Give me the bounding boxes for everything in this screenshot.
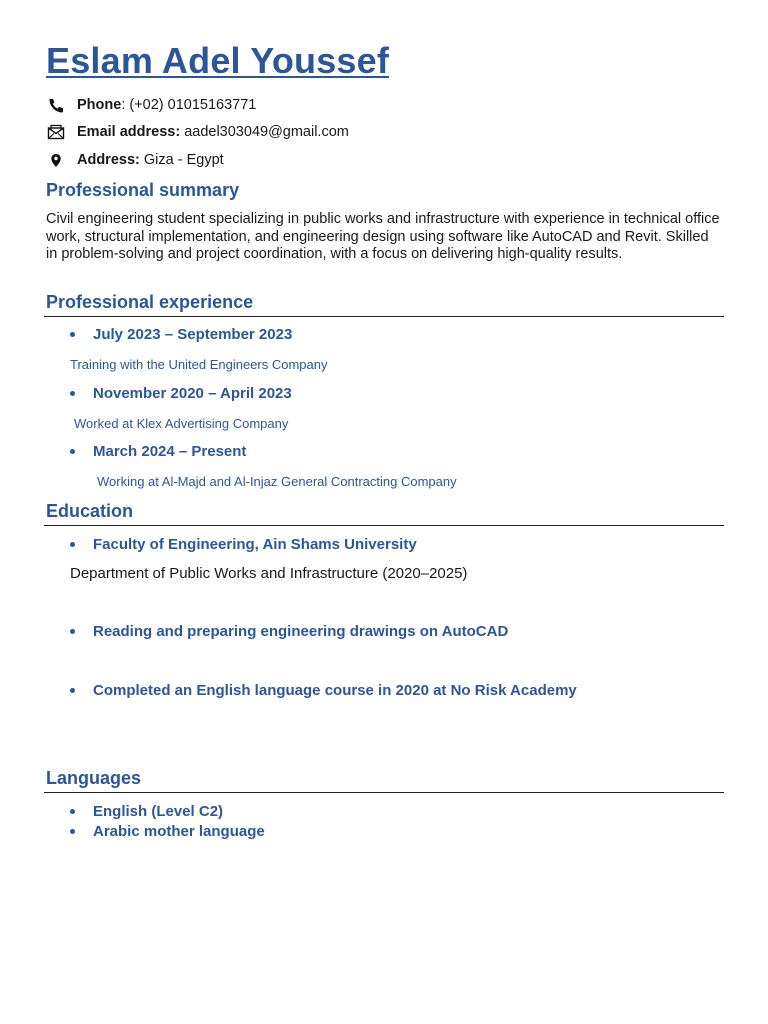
experience-item-period <box>70 443 246 460</box>
address-value: Giza - Egypt <box>143 152 224 168</box>
experience-item-description: Training with the United Engineers Company <box>70 357 328 372</box>
candidate-name: Eslam Adel Youssef <box>46 40 390 81</box>
contact-phone <box>46 97 256 113</box>
education-item-text: Completed an English language course in 2020 at No Risk Academy <box>93 682 577 699</box>
education-divider <box>44 525 724 526</box>
education-heading: Education <box>46 501 134 521</box>
phone-separator: : <box>121 97 130 113</box>
address-label: Address: <box>77 152 140 168</box>
bullet-icon <box>70 391 75 396</box>
bullet-icon <box>70 449 75 454</box>
language-item-text: Arabic mother language <box>93 823 265 840</box>
envelope-icon <box>46 124 66 140</box>
experience-item-period <box>70 326 292 343</box>
phone-icon <box>46 97 66 113</box>
experience-divider <box>44 316 724 317</box>
contact-address <box>46 152 224 168</box>
languages-divider <box>44 792 724 793</box>
education-item-text: Reading and preparing engineering drawings on AutoCAD <box>93 623 509 640</box>
bullet-icon <box>70 542 75 547</box>
experience-period-text: November 2020 – April 2023 <box>93 385 292 402</box>
summary-heading: Professional summary <box>46 180 240 200</box>
contact-email <box>46 124 349 140</box>
languages-heading: Languages <box>46 768 142 788</box>
education-item <box>70 536 417 553</box>
bullet-icon <box>70 809 75 814</box>
email-label: Email address: <box>77 124 181 140</box>
experience-period-text: July 2023 – September 2023 <box>93 326 293 343</box>
bullet-icon <box>70 629 75 634</box>
experience-item-period <box>70 385 292 402</box>
summary-text: Civil engineering student specializing in public works and infrastructure with experience in technical office work, structural implementation, and engineering design using software like AutoCAD and Revit. Skilled in problem-solving and project coordination, with a focus on delivering high-quality results. <box>46 211 720 262</box>
language-item <box>70 803 223 820</box>
education-item-text: Faculty of Engineering, Ain Shams University <box>93 536 417 553</box>
education-item <box>70 623 508 640</box>
phone-label: Phone <box>77 97 122 113</box>
language-item <box>70 823 265 840</box>
experience-period-text: March 2024 – Present <box>93 443 247 460</box>
email-value: aadel303049@gmail.com <box>184 124 349 140</box>
phone-value: (+02) 01015163771 <box>129 97 257 113</box>
bullet-icon <box>70 688 75 693</box>
education-item <box>70 682 577 699</box>
location-pin-icon <box>46 152 66 168</box>
bullet-icon <box>70 332 75 337</box>
education-item-detail: Department of Public Works and Infrastructure (2020–2025) <box>70 565 468 582</box>
experience-item-description: Worked at Klex Advertising Company <box>74 416 289 431</box>
experience-item-description: Working at Al-Majd and Al-Injaz General Contracting Company <box>97 474 457 489</box>
bullet-icon <box>70 829 75 834</box>
experience-heading: Professional experience <box>46 292 254 312</box>
language-item-text: English (Level C2) <box>93 803 224 820</box>
